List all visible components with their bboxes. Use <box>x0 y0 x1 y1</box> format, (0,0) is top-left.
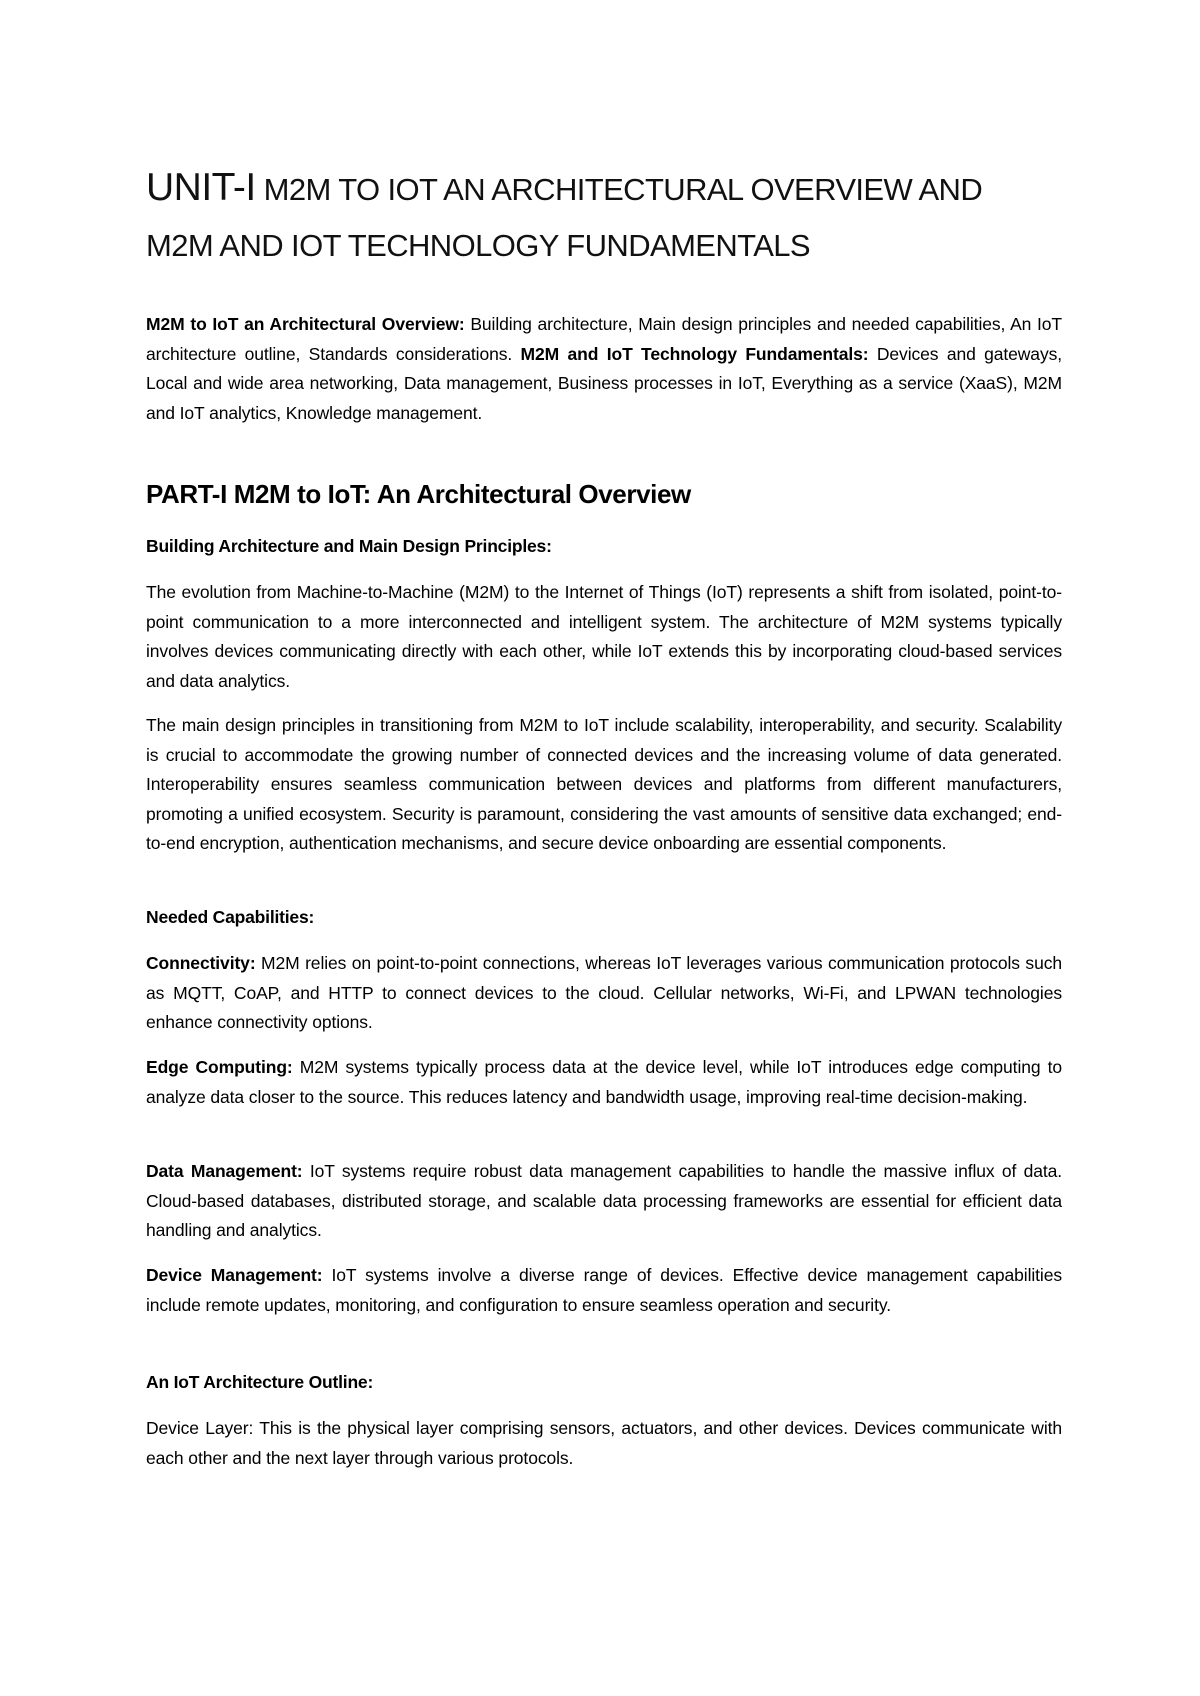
capabilities-heading: Needed Capabilities: <box>146 907 315 927</box>
capability-text: M2M systems typically process data at the device level, while IoT introduces edge computing to analyze data closer to the source. This reduces latency and bandwidth usage, improving real-time decision-making. <box>146 1057 1062 1107</box>
building-paragraph-1: The evolution from Machine-to-Machine (M2M) to the Internet of Things (IoT) represents a shift from isolated, point-to-point communication to a more interconnected and intelligent system. The architecture of M2M systems typically involves devices communicating directly with each other, while IoT extends this by incorporating cloud-based services and data analytics. <box>146 582 1062 691</box>
building-architecture-heading: Building Architecture and Main Design Principles: <box>146 536 552 556</box>
intro-label-overview: M2M to IoT an Architectural Overview: <box>146 314 465 334</box>
part1-heading: PART-I M2M to IoT: An Architectural Overview <box>146 479 691 509</box>
document-title <box>146 160 1062 274</box>
intro-label-fundamentals: M2M and IoT Technology Fundamentals: <box>520 343 869 364</box>
architecture-outline-paragraph: Device Layer: This is the physical layer comprising sensors, actuators, and other devices. Devices communicate with each other and the next layer through various protocols. <box>146 1418 1062 1468</box>
building-paragraph-2: The main design principles in transitioning from M2M to IoT include scalability, interoperability, and security. Scalability is crucial to accommodate the growing number of connected devices and the increasing volume of data generated. Interoperability ensures seamless communication between devices and platforms from different manufacturers, promoting a unified ecosystem. Security is paramount, considering the vast amounts of sensitive data exchanged; end-to-end encryption, authentication mechanisms, and secure device onboarding are essential components. <box>146 715 1062 854</box>
capability-label: Connectivity: <box>146 953 256 973</box>
capability-text: IoT systems require robust data management capabilities to handle the massive influx of data. Cloud-based databases, distributed storage, and scalable data processing frameworks are essential for efficient data handling and analytics. <box>146 1161 1062 1241</box>
title-line2: M2M AND IOT TECHNOLOGY FUNDAMENTALS <box>146 228 810 263</box>
capability-label: Device Management: <box>146 1265 323 1285</box>
title-unit: UNIT-I <box>146 166 256 209</box>
capability-label: Edge Computing: <box>146 1057 293 1077</box>
capability-data-management <box>146 1157 1062 1246</box>
capability-edge-computing <box>146 1053 1062 1112</box>
capability-text: IoT systems involve a diverse range of devices. Effective device management capabilities include remote updates, monitoring, and configuration to ensure seamless operation and security. <box>146 1265 1062 1315</box>
intro-text-overview: Building architecture, Main design principles and needed capabilities, An IoT architecture outline, Standards considerations. <box>146 314 1063 364</box>
title-line1-rest: M2M TO IOT AN ARCHITECTURAL OVERVIEW AND <box>255 172 983 207</box>
intro-text-fundamentals: Devices and gateways, Local and wide area networking, Data management, Business processes in IoT, Everything as a service (XaaS), M2M and IoT analytics, Knowledge management. <box>146 343 1063 423</box>
syllabus-intro <box>146 310 1062 428</box>
architecture-outline-heading: An IoT Architecture Outline: <box>146 1372 374 1392</box>
capability-device-management <box>146 1261 1062 1320</box>
capability-label: Data Management: <box>146 1161 303 1181</box>
capability-connectivity <box>146 949 1062 1038</box>
capability-text: M2M relies on point-to-point connections, whereas IoT leverages various communication protocols such as MQTT, CoAP, and HTTP to connect devices to the cloud. Cellular networks, Wi-Fi, and LPWAN technologies enhance connectivity options. <box>146 953 1062 1033</box>
